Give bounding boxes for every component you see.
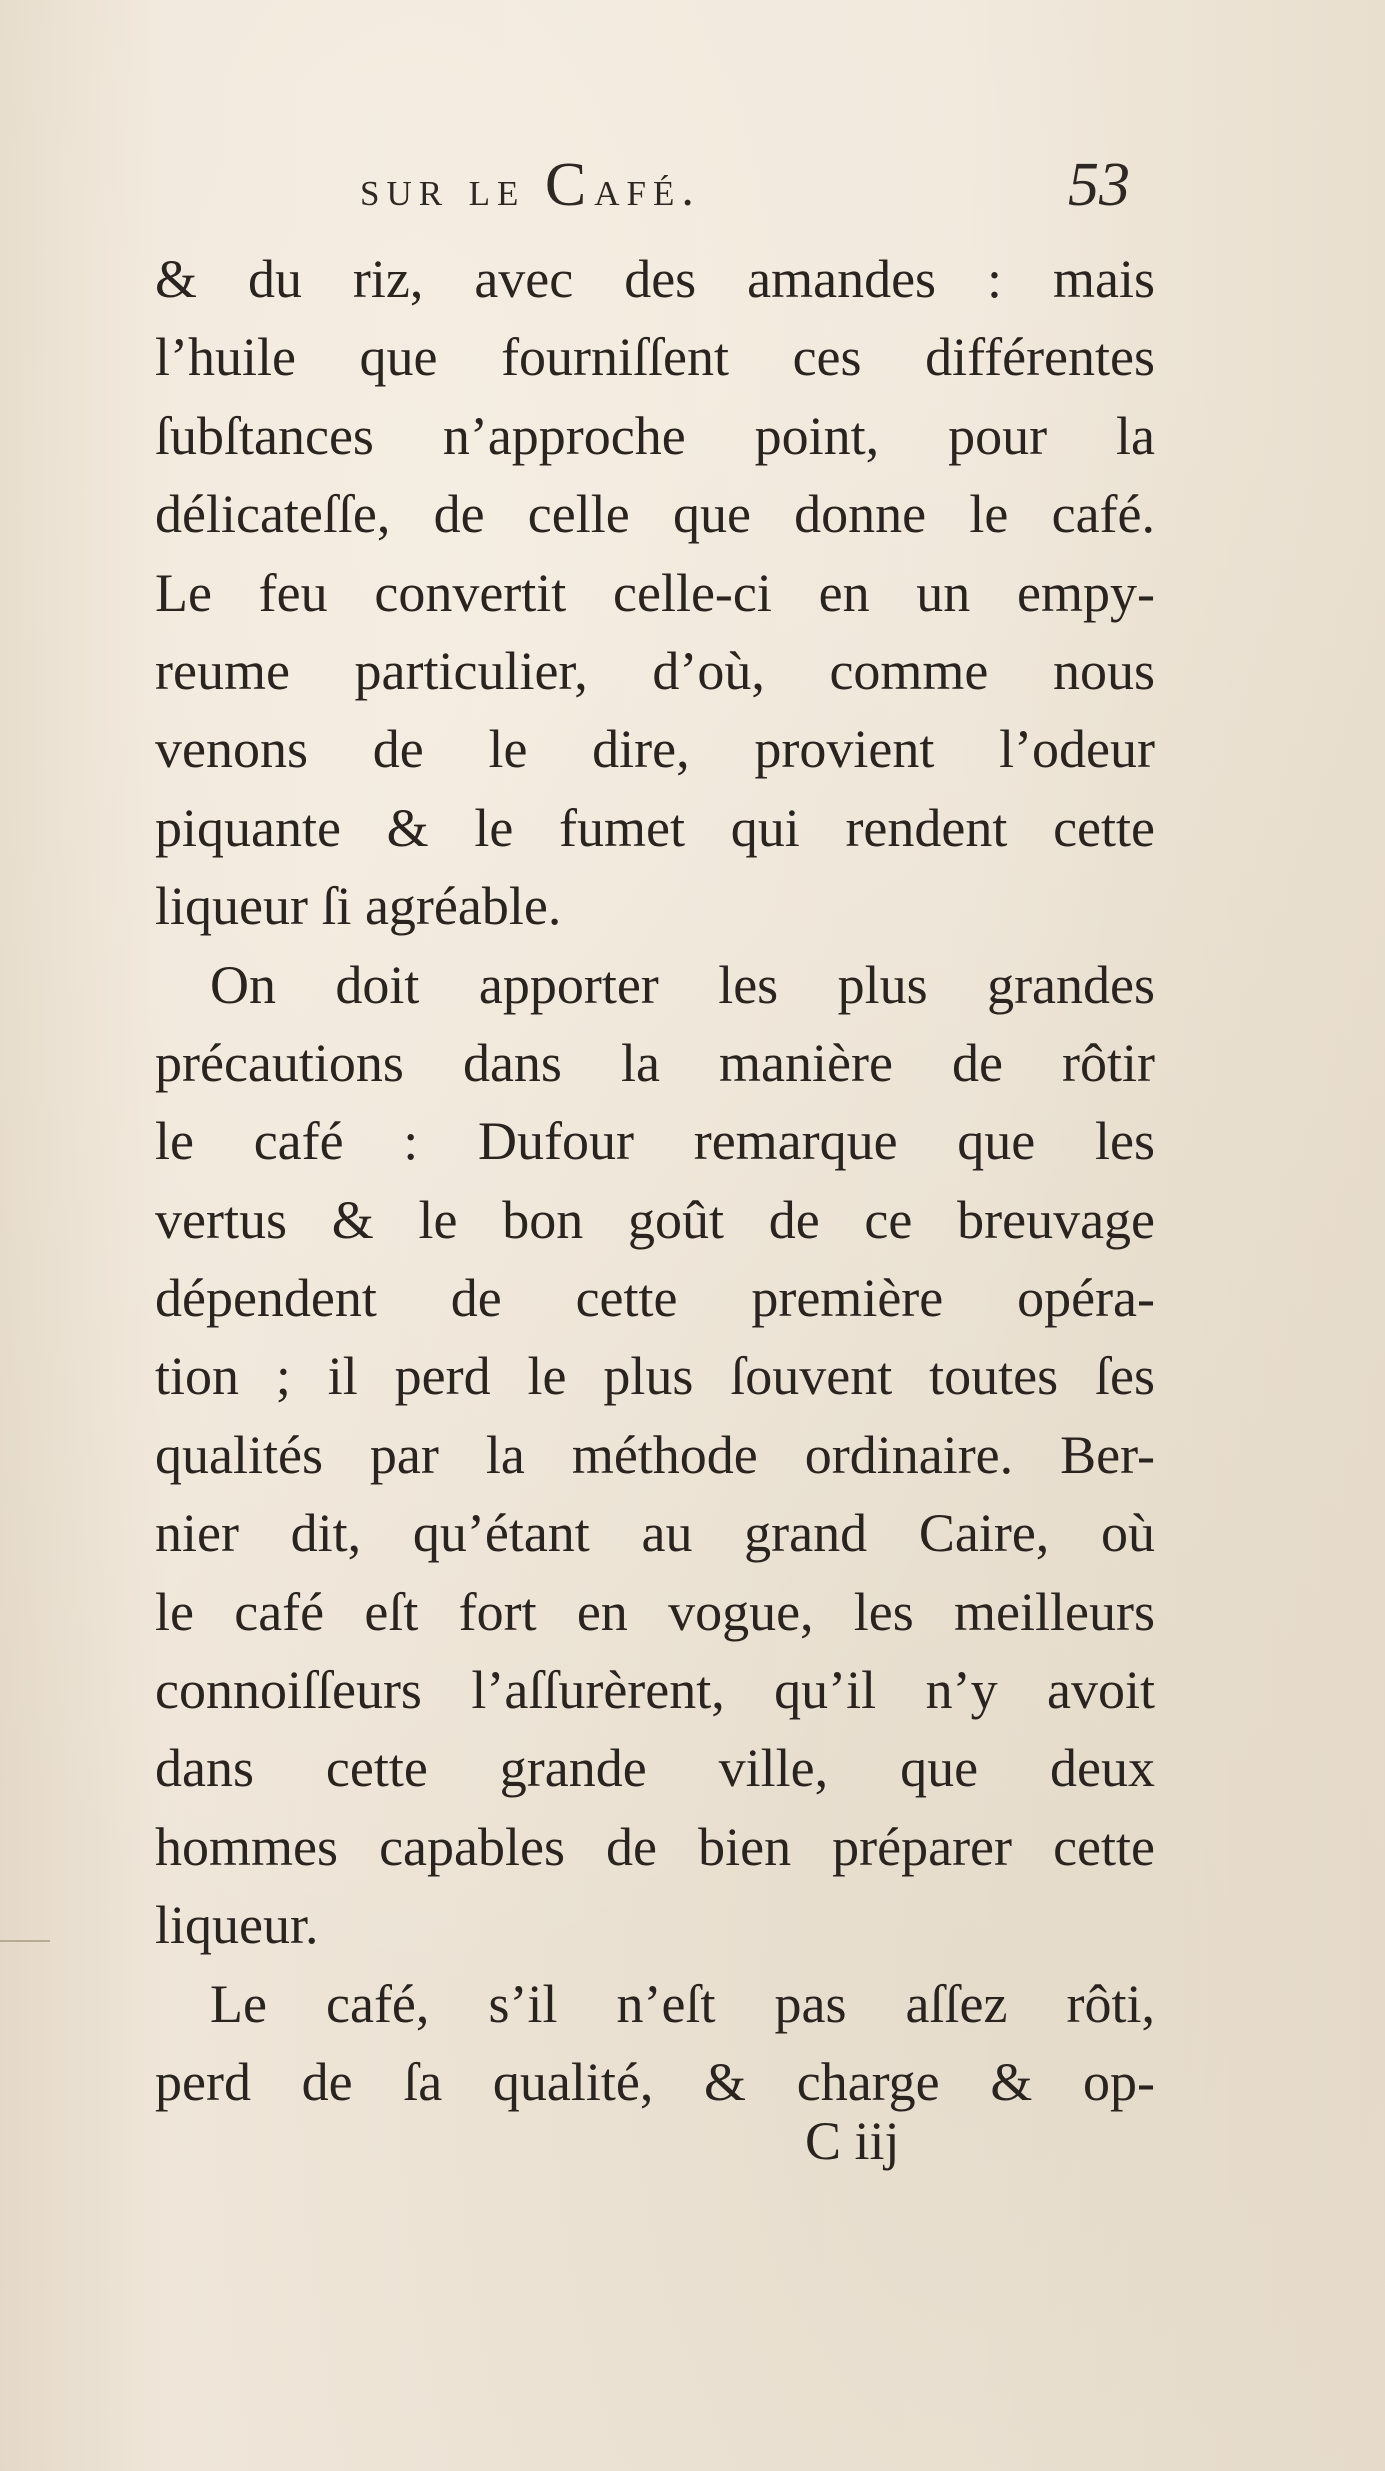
text-line: liqueur. [155,1895,319,1956]
text-line: Le feu convertit celle-ci en un empy- [155,562,1155,623]
text-line: qualités par la méthode ordinaire. Ber- [155,1424,1155,1485]
text-line: & du riz, avec des amandes : mais [155,249,1155,309]
text-line: venons de le dire, provient l’odeur [155,719,1155,780]
margin-smudge [0,1940,50,1942]
text-line: délicateſſe, de celle que donne le café. [155,484,1155,545]
text-line: nier dit, qu’étant au grand Caire, où [155,1503,1155,1564]
text-line: tion ; il perd le plus ſouvent toutes ſes [155,1346,1155,1407]
running-head [360,150,701,221]
text-line: vertus & le bon goût de ce breuvage [155,1189,1155,1250]
running-title-post: afé. [594,160,701,216]
text-line: connoiſſeurs l’aſſurèrent, qu’il n’y avoit [155,1660,1155,1721]
text-line: l’huile que fourniſſent ces différentes [155,327,1155,388]
text-line: dépendent de cette première opéra- [155,1268,1155,1329]
body-text [155,240,1155,2121]
text-line: dans cette grande ville, que deux [155,1738,1155,1799]
text-line: liqueur ſi agréable. [155,876,562,937]
text-line: perd de ſa qualité, & charge & op- [155,2051,1155,2112]
text-line: le café : Dufour remarque que les [155,1111,1155,1172]
page-number: 53 [1068,151,1130,219]
text-line: le café eſt fort en vogue, les meilleurs [155,1581,1155,1642]
text-line: On doit apporter les plus grandes [210,954,1155,1015]
signature-mark: C iij [805,2111,900,2171]
text-line: précautions dans la manière de rôtir [155,1032,1155,1093]
text-line: reume particulier, d’où, comme nous [155,640,1155,701]
text-line: ſubſtances n’approche point, pour la [155,405,1155,466]
text-line: piquante & le fumet qui rendent cette [155,797,1155,858]
text-line: hommes capables de bien préparer cette [155,1816,1155,1877]
running-title-pre: sur le [360,160,545,216]
running-title-cap: C [544,151,595,219]
text-line: Le café, s’il n’eſt pas aſſez rôti, [210,1973,1155,2034]
